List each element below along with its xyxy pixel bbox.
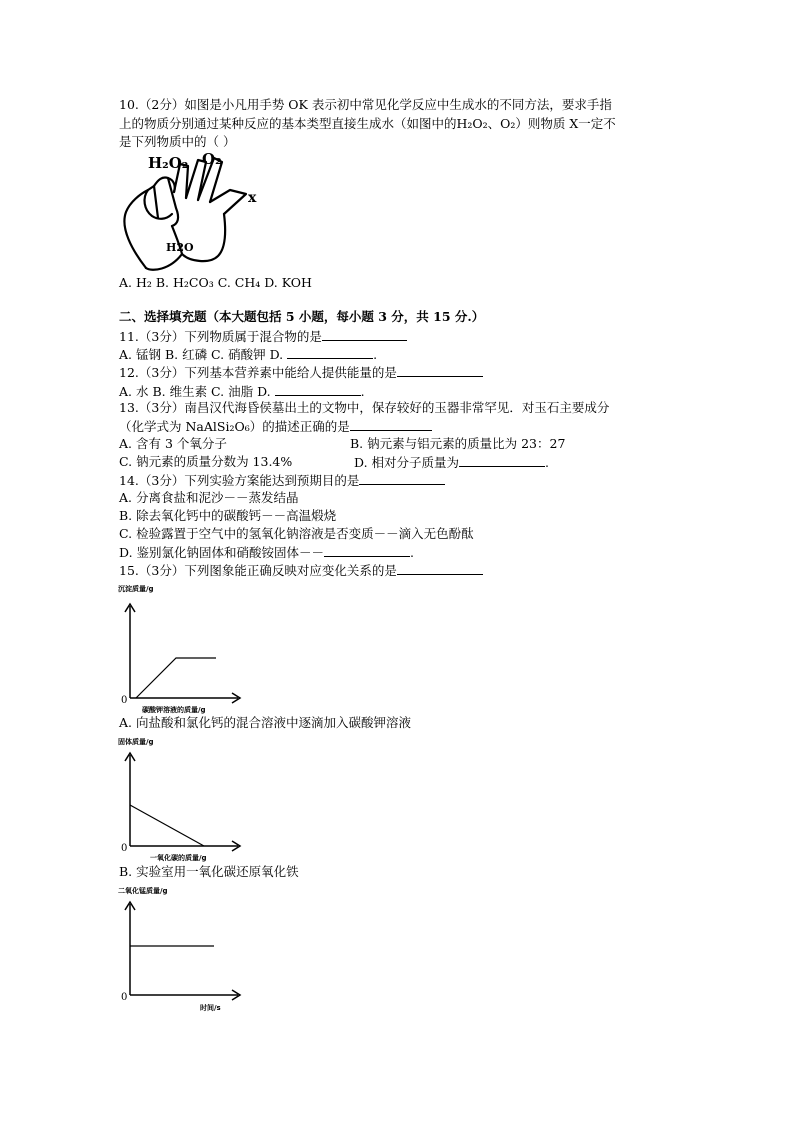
- q13-option-d: D. 相对分子质量为 .: [354, 455, 550, 470]
- graph-b-curve: [130, 805, 204, 846]
- graph-a-xlabel: 碳酸钾溶液的质量/g: [142, 706, 206, 714]
- graph-a-ylabel: 沉淀质量/g: [118, 585, 154, 593]
- hand-label-h2o: H2O: [166, 241, 194, 254]
- q12-stem: 12.（3分）下列基本营养素中能给人提供能量的是: [119, 364, 483, 381]
- q10-stem-line3: 是下列物质中的（ ）: [119, 134, 236, 149]
- graph-b-caption: B. 实验室用一氧化碳还原氧化铁: [119, 864, 299, 879]
- q10-stem-line2: 上的物质分别通过某种反应的基本类型直接生成水（如图中的H₂O₂、O₂）则物质 X一定不: [119, 116, 616, 131]
- q13-option-c: C. 钠元素的质量分数为 13.4%: [119, 454, 293, 469]
- q14-stem: 14.（3分）下列实验方案能达到预期目的是: [119, 472, 445, 489]
- q14-option-a: A. 分离食盐和泥沙－－蒸发结晶: [119, 490, 299, 505]
- graph-c-origin: 0: [121, 992, 128, 1003]
- hand-label-x: x: [248, 190, 257, 206]
- graph-a: [116, 580, 256, 715]
- graph-a-caption: A. 向盐酸和氯化钙的混合溶液中逐滴加入碳酸钾溶液: [119, 715, 411, 730]
- q10-options: A. H₂ B. H₂CO₃ C. CH₄ D. KOH: [119, 275, 312, 290]
- graph-b-xlabel: 一氧化碳的质量/g: [150, 854, 207, 862]
- q13-option-a: A. 含有 3 个氧分子: [119, 436, 227, 451]
- graph-b: [116, 733, 256, 863]
- graph-c-ylabel: 二氧化锰质量/g: [118, 887, 168, 895]
- graph-c: [116, 882, 256, 1014]
- q14-option-c: C. 检验露置于空气中的氢氧化钠溶液是否变质－－滴入无色酚酞: [119, 526, 474, 541]
- q14-option-d: D. 鉴别氯化钠固体和硝酸铵固体－－ .: [119, 545, 415, 560]
- graph-c-xlabel: 时间/s: [200, 1004, 221, 1012]
- q13-stem-line1: 13.（3分）南昌汉代海昏侯墓出土的文物中，保存较好的玉器非常罕见．对玉石主要成分: [119, 400, 610, 415]
- hand-label-h2o2: H₂O₂: [148, 154, 189, 172]
- section-2-title: 二、选择填充题（本大题包括 5 小题，每小题 3 分，共 15 分.）: [119, 309, 485, 324]
- q11-stem: 11.（3分）下列物质属于混合物的是: [119, 328, 407, 345]
- q15-stem: 15.（3分）下列图象能正确反映对应变化关系的是: [119, 562, 483, 579]
- hand-label-o2: O₂: [202, 150, 222, 168]
- q13-stem-line2: （化学式为 NaAlSi₂O₆）的描述正确的是: [119, 418, 432, 435]
- graph-a-curve: [136, 658, 216, 698]
- graph-b-ylabel: 固体质量/g: [118, 738, 154, 746]
- graph-a-origin: 0: [121, 695, 128, 706]
- graph-b-origin: 0: [121, 843, 128, 854]
- ok-hand-figure: [118, 150, 268, 272]
- q12-options: A. 水 B. 维生素 C. 油脂 D. .: [119, 384, 365, 399]
- q14-option-b: B. 除去氧化钙中的碳酸钙－－高温煅烧: [119, 508, 337, 523]
- q13-option-b: B. 钠元素与铝元素的质量比为 23：27: [350, 436, 566, 451]
- q11-options: A. 锰钢 B. 红磷 C. 硝酸钾 D. .: [119, 347, 378, 362]
- q10-stem-line1: 10.（2分）如图是小凡用手势 OK 表示初中常见化学反应中生成水的不同方法，要求手指: [119, 97, 612, 112]
